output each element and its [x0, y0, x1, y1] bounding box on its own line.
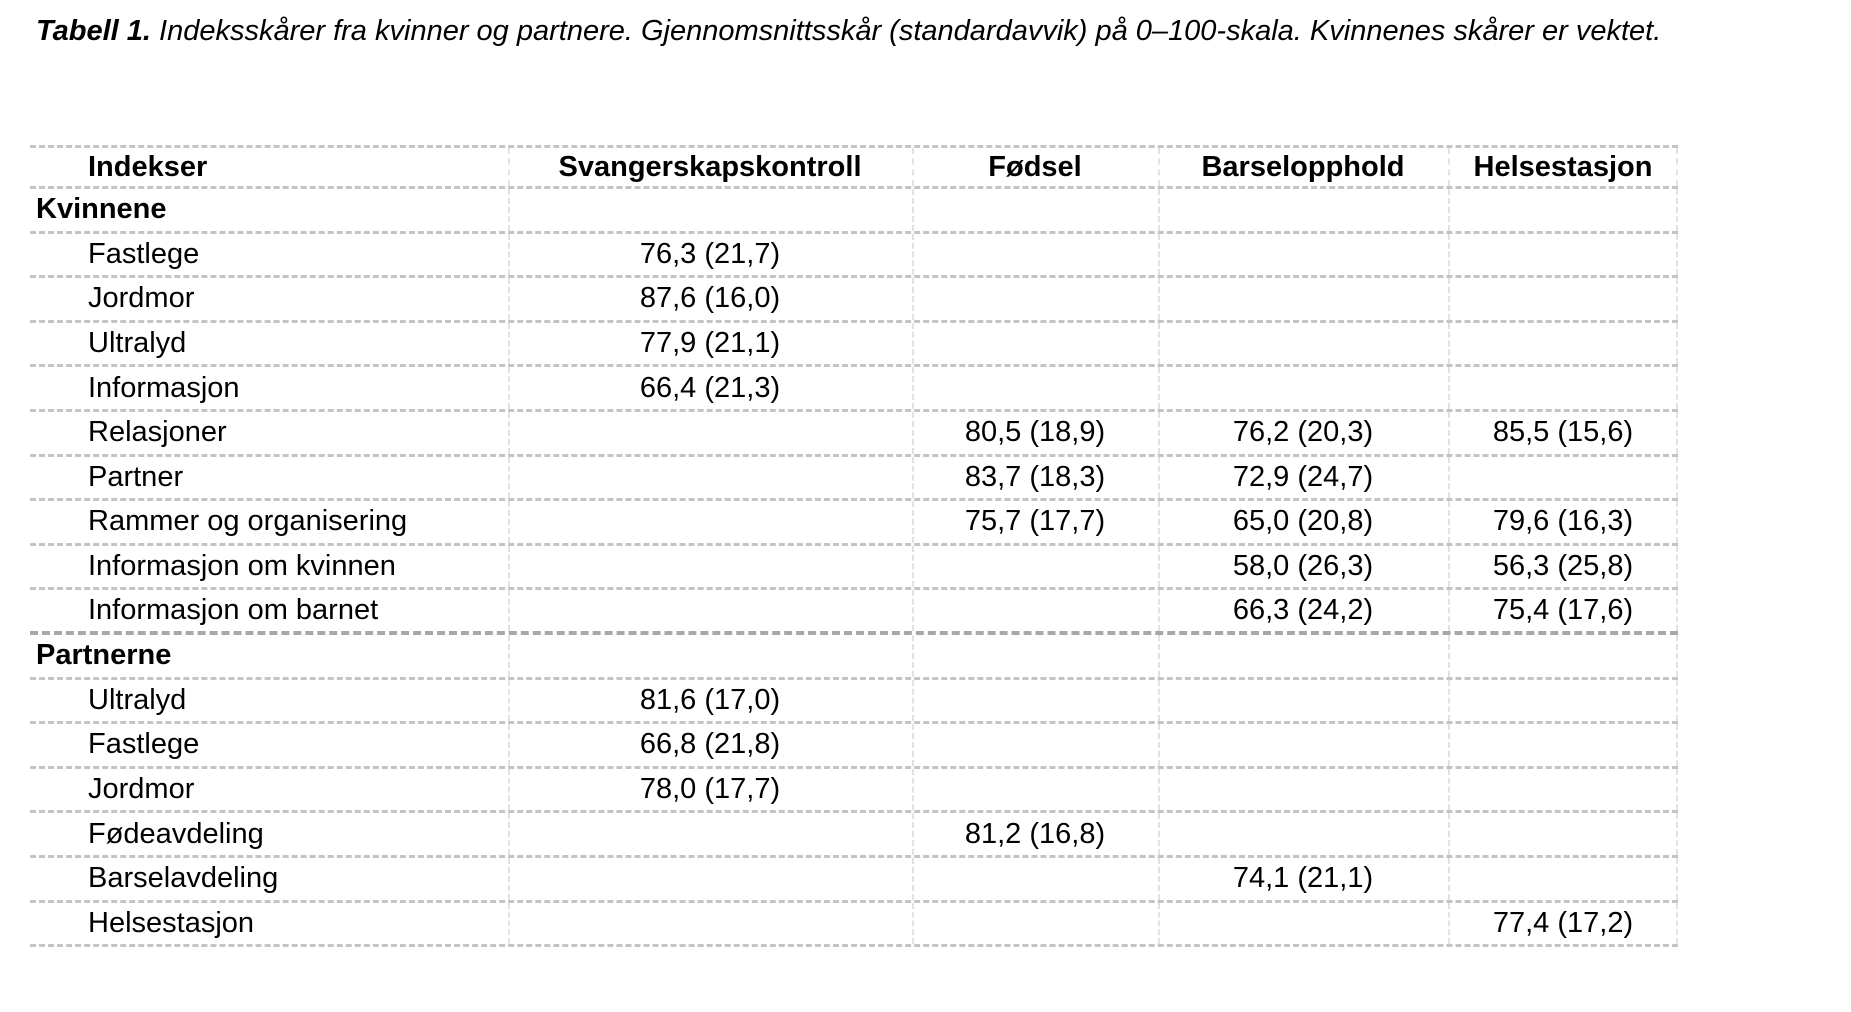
- column-separator: [508, 457, 510, 499]
- table-row: [30, 234, 1678, 279]
- row-label: Jordmor: [88, 773, 195, 806]
- cell-fodsel: [912, 680, 1158, 722]
- cell-svangerskapskontroll: 66,8 (21,8): [639, 728, 781, 761]
- column-separator: [1676, 903, 1678, 945]
- column-separator: [912, 769, 914, 811]
- column-separator: [1158, 546, 1160, 588]
- cell-barselopphold: 65,0 (20,8): [1232, 505, 1374, 538]
- row-label: Ultralyd: [88, 683, 187, 716]
- cell-barselopphold: 66,3 (24,2): [1232, 594, 1374, 627]
- column-separator: [1676, 457, 1678, 499]
- column-separator: [912, 148, 914, 186]
- table-row: [30, 724, 1678, 769]
- column-separator: [1448, 903, 1450, 945]
- column-separator: [508, 148, 510, 186]
- column-separator: [912, 724, 914, 766]
- table-row: [30, 412, 1678, 457]
- index-scores-table: [30, 145, 1678, 947]
- table-caption: [36, 12, 1826, 51]
- row-label: Relasjoner: [88, 416, 227, 449]
- row-label: Informasjon om kvinnen: [88, 550, 396, 583]
- column-separator: [1676, 278, 1678, 320]
- cell-helsestasjon: [1448, 367, 1678, 409]
- column-separator: [912, 635, 914, 677]
- cell-barselopphold: [1158, 367, 1448, 409]
- cell-barselopphold: [1158, 813, 1448, 855]
- column-separator: [912, 189, 914, 231]
- cell-helsestasjon: [1448, 813, 1678, 855]
- cell-barselopphold: [1158, 278, 1448, 320]
- table-header-row: [30, 145, 1678, 189]
- cell-helsestasjon: 85,5 (15,6): [1492, 416, 1634, 449]
- column-separator: [1676, 724, 1678, 766]
- column-separator: [1448, 234, 1450, 276]
- table-row: [30, 858, 1678, 903]
- column-separator: [1676, 189, 1678, 231]
- column-separator: [1448, 680, 1450, 722]
- column-separator: [1448, 858, 1450, 900]
- row-label: Informasjon om barnet: [88, 594, 379, 627]
- cell-fodsel: [912, 546, 1158, 588]
- column-separator: [1158, 590, 1160, 631]
- column-separator: [508, 903, 510, 945]
- cell-fodsel: [912, 590, 1158, 631]
- table-row: [30, 278, 1678, 323]
- cell-fodsel: [912, 367, 1158, 409]
- cell-fodsel: [912, 769, 1158, 811]
- column-separator: [1158, 148, 1160, 186]
- column-separator: [1448, 148, 1450, 186]
- column-separator: [1676, 858, 1678, 900]
- column-separator: [508, 546, 510, 588]
- column-separator: [508, 323, 510, 365]
- column-separator: [508, 680, 510, 722]
- header-svangerskapskontroll: Svangerskapskontroll: [558, 150, 862, 183]
- table-row: [30, 323, 1678, 368]
- row-label: Jordmor: [88, 282, 195, 315]
- cell-helsestasjon: 56,3 (25,8): [1492, 550, 1634, 583]
- cell-svangerskapskontroll: [508, 457, 912, 499]
- column-separator: [1676, 813, 1678, 855]
- column-separator: [1158, 769, 1160, 811]
- header-indekser: Indekser: [88, 150, 208, 183]
- column-separator: [1448, 323, 1450, 365]
- column-separator: [1448, 501, 1450, 543]
- column-separator: [1448, 590, 1450, 631]
- cell-helsestasjon: 79,6 (16,3): [1492, 505, 1634, 538]
- column-separator: [1158, 501, 1160, 543]
- column-separator: [912, 412, 914, 454]
- column-separator: [1448, 367, 1450, 409]
- cell-svangerskapskontroll: [508, 590, 912, 631]
- table-row: [30, 546, 1678, 591]
- row-label: Partner: [88, 460, 184, 493]
- row-label: Informasjon: [88, 371, 240, 404]
- cell-svangerskapskontroll: 66,4 (21,3): [639, 371, 781, 404]
- cell-fodsel: [912, 278, 1158, 320]
- column-separator: [1158, 903, 1160, 945]
- column-separator: [1676, 323, 1678, 365]
- column-separator: [912, 546, 914, 588]
- column-separator: [1448, 457, 1450, 499]
- cell-barselopphold: [1158, 724, 1448, 766]
- row-label: Fastlege: [88, 728, 200, 761]
- cell-barselopphold: 74,1 (21,1): [1232, 862, 1374, 895]
- column-separator: [1448, 546, 1450, 588]
- table-row: [30, 501, 1678, 546]
- column-separator: [912, 590, 914, 631]
- cell-helsestasjon: [1448, 858, 1678, 900]
- column-separator: [1448, 278, 1450, 320]
- cell-fodsel: [912, 858, 1158, 900]
- row-label: Fastlege: [88, 237, 200, 270]
- section-title: Partnerne: [36, 639, 172, 672]
- row-label: Rammer og organisering: [88, 505, 408, 538]
- column-separator: [508, 858, 510, 900]
- cell-svangerskapskontroll: 81,6 (17,0): [639, 683, 781, 716]
- column-separator: [912, 501, 914, 543]
- column-separator: [1448, 189, 1450, 231]
- table-row: [30, 769, 1678, 814]
- column-separator: [1676, 412, 1678, 454]
- caption-label: Tabell 1.: [36, 15, 151, 47]
- cell-barselopphold: [1158, 323, 1448, 365]
- cell-fodsel: [912, 323, 1158, 365]
- column-separator: [508, 813, 510, 855]
- table-row: [30, 590, 1678, 635]
- column-separator: [508, 278, 510, 320]
- cell-fodsel: [912, 903, 1158, 945]
- cell-svangerskapskontroll: [508, 412, 912, 454]
- column-separator: [508, 367, 510, 409]
- table-row: [30, 367, 1678, 412]
- column-separator: [508, 769, 510, 811]
- column-separator: [1676, 590, 1678, 631]
- cell-helsestasjon: [1448, 457, 1678, 499]
- column-separator: [1158, 234, 1160, 276]
- caption-text: Indeksskårer fra kvinner og partnere. Gjennomsnittsskår (standardavvik) på 0–100-skala. Kvinnenes skårer er vektet.: [150, 15, 1662, 47]
- cell-barselopphold: 76,2 (20,3): [1232, 416, 1374, 449]
- cell-barselopphold: 58,0 (26,3): [1232, 550, 1374, 583]
- cell-svangerskapskontroll: 76,3 (21,7): [639, 237, 781, 270]
- header-helsestasjon: Helsestasjon: [1473, 150, 1653, 183]
- column-separator: [508, 412, 510, 454]
- column-separator: [1676, 680, 1678, 722]
- table-row: [30, 680, 1678, 725]
- column-separator: [1676, 367, 1678, 409]
- header-fodsel: Fødsel: [988, 150, 1082, 183]
- cell-fodsel: 80,5 (18,9): [964, 416, 1106, 449]
- section-row: [30, 635, 1678, 680]
- cell-fodsel: [912, 234, 1158, 276]
- column-separator: [1158, 813, 1160, 855]
- column-separator: [508, 234, 510, 276]
- cell-fodsel: 81,2 (16,8): [964, 817, 1106, 850]
- cell-svangerskapskontroll: [508, 813, 912, 855]
- column-separator: [1676, 769, 1678, 811]
- column-separator: [912, 457, 914, 499]
- column-separator: [1158, 412, 1160, 454]
- column-separator: [1676, 148, 1678, 186]
- cell-barselopphold: [1158, 680, 1448, 722]
- column-separator: [1158, 858, 1160, 900]
- column-separator: [912, 323, 914, 365]
- column-separator: [508, 724, 510, 766]
- cell-helsestasjon: [1448, 769, 1678, 811]
- column-separator: [1158, 189, 1160, 231]
- column-separator: [508, 501, 510, 543]
- column-separator: [1676, 635, 1678, 677]
- column-separator: [912, 858, 914, 900]
- column-separator: [1158, 278, 1160, 320]
- column-separator: [1158, 635, 1160, 677]
- cell-svangerskapskontroll: 77,9 (21,1): [639, 327, 781, 360]
- column-separator: [1676, 501, 1678, 543]
- cell-barselopphold: 72,9 (24,7): [1232, 460, 1374, 493]
- cell-helsestasjon: [1448, 323, 1678, 365]
- cell-fodsel: 83,7 (18,3): [964, 460, 1106, 493]
- section-row: [30, 189, 1678, 234]
- column-separator: [1676, 234, 1678, 276]
- column-separator: [1448, 412, 1450, 454]
- section-title: Kvinnene: [36, 193, 167, 226]
- cell-svangerskapskontroll: [508, 546, 912, 588]
- cell-barselopphold: [1158, 903, 1448, 945]
- column-separator: [1676, 546, 1678, 588]
- cell-helsestasjon: 77,4 (17,2): [1492, 906, 1634, 939]
- cell-barselopphold: [1158, 769, 1448, 811]
- row-label: Barselavdeling: [88, 862, 279, 895]
- column-separator: [1158, 457, 1160, 499]
- column-separator: [1158, 680, 1160, 722]
- cell-barselopphold: [1158, 234, 1448, 276]
- row-label: Fødeavdeling: [88, 817, 264, 850]
- cell-helsestasjon: 75,4 (17,6): [1492, 594, 1634, 627]
- column-separator: [1448, 635, 1450, 677]
- header-barselopphold: Barselopphold: [1201, 150, 1405, 183]
- column-separator: [912, 278, 914, 320]
- table-row: [30, 813, 1678, 858]
- column-separator: [912, 903, 914, 945]
- table-row: [30, 903, 1678, 948]
- cell-svangerskapskontroll: 78,0 (17,7): [639, 773, 781, 806]
- column-separator: [1158, 724, 1160, 766]
- cell-helsestasjon: [1448, 724, 1678, 766]
- cell-svangerskapskontroll: [508, 858, 912, 900]
- column-separator: [1158, 367, 1160, 409]
- column-separator: [912, 680, 914, 722]
- column-separator: [508, 635, 510, 677]
- column-separator: [912, 234, 914, 276]
- row-label: Ultralyd: [88, 327, 187, 360]
- cell-svangerskapskontroll: [508, 501, 912, 543]
- column-separator: [1158, 323, 1160, 365]
- column-separator: [1448, 724, 1450, 766]
- column-separator: [912, 367, 914, 409]
- cell-helsestasjon: [1448, 278, 1678, 320]
- column-separator: [1448, 813, 1450, 855]
- column-separator: [508, 189, 510, 231]
- column-separator: [1448, 769, 1450, 811]
- cell-svangerskapskontroll: [508, 903, 912, 945]
- cell-svangerskapskontroll: 87,6 (16,0): [639, 282, 781, 315]
- table-row: [30, 457, 1678, 502]
- cell-fodsel: 75,7 (17,7): [964, 505, 1106, 538]
- column-separator: [508, 590, 510, 631]
- column-separator: [912, 813, 914, 855]
- cell-helsestasjon: [1448, 680, 1678, 722]
- row-label: Helsestasjon: [88, 906, 255, 939]
- cell-helsestasjon: [1448, 234, 1678, 276]
- cell-fodsel: [912, 724, 1158, 766]
